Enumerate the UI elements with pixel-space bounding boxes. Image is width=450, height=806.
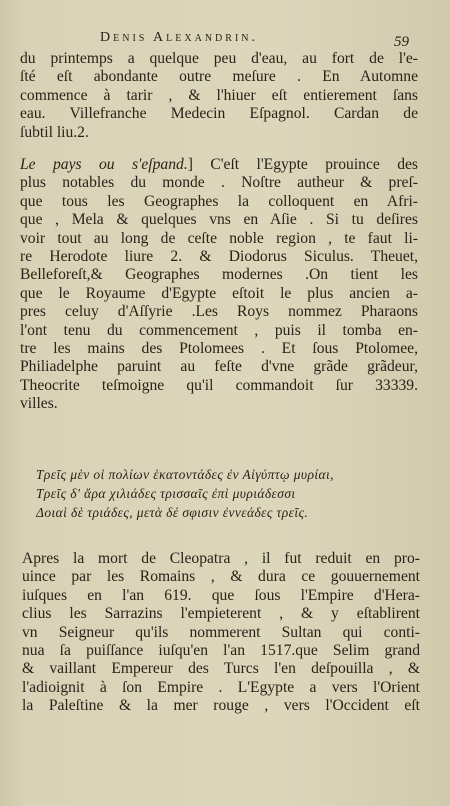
- paragraph-3: [22, 550, 420, 716]
- text-line: uince par les Romains , & dura ce gouuernement: [22, 568, 420, 586]
- text-line: Belleforeſt,& Geographes modernes .On tient les: [20, 266, 418, 284]
- text-line: l'ont tenu du commencement , puis il tomba en-: [20, 321, 418, 339]
- verse-line: Τρεῖς δ' ἄρα χιλιάδες τρισσαῖς ἐπὶ μυριάδεσσι: [36, 486, 296, 501]
- text-line: eau. Villefranche Medecin Eſpagnol. Cardan de: [20, 105, 418, 123]
- text-line: ſubtil liu.2.: [20, 123, 89, 141]
- text-line: la Paleſtine & la mer rouge , vers l'Occident eſt: [22, 697, 420, 715]
- commentary-lemma: Le pays ou s'eſpand.: [20, 156, 188, 173]
- text-line: ſté eſt abondante outre meſure . En Automne: [20, 68, 418, 86]
- text-line: [20, 156, 418, 174]
- text-line: nua ſa puiſſance iuſqu'en l'an 1517.que Selim grand: [22, 641, 420, 659]
- text-line: Theocrite teſmoigne qu'il commandoit ſur 33339.: [20, 376, 418, 394]
- text-line: commence à tarir , & l'hiuer eſt entierement ſans: [20, 86, 418, 104]
- text-line: pres celuy d'Aſſyrie .Les Roys nommez Pharaons: [20, 303, 418, 321]
- verse-line: Τρεῖς μὲν οἱ πολίων ἑκατοντάδες ἐν Αἰγύπτῳ μυρίαι,: [36, 467, 334, 482]
- text-line: iuſques en l'an 619. que ſous l'Empire d'Hera-: [22, 586, 420, 604]
- text-line: que , Mela & quelques vns en Aſie . Si tu deſires: [20, 211, 418, 229]
- running-title: Denis Alexandrin.: [100, 30, 258, 45]
- text-line: vn Seigneur qu'ils nommerent Sultan qui conti-: [22, 623, 420, 641]
- text-line: villes.: [20, 395, 58, 413]
- page-number: 59: [394, 34, 409, 50]
- text-line: & vaillant Empereur des Turcs l'en deſpouilla , &: [22, 660, 420, 678]
- text-line: clius les Sarrazins l'empieterent , & y eſtablirent: [22, 605, 420, 623]
- text-line: l'adioignit à ſon Empire . L'Egypte a vers l'Orient: [22, 678, 420, 696]
- text-line: plus notables du monde . Noſtre autheur & preſ-: [20, 174, 418, 192]
- text-line: voir tout au long de ceſte noble region , te faut li-: [20, 229, 418, 247]
- paragraph-1: [20, 50, 418, 142]
- text-line: Apres la mort de Cleopatra , il fut reduit en pro-: [22, 550, 420, 567]
- text-line: re Herodote liure 2. & Diodorus Siculus. Theuet,: [20, 247, 418, 265]
- text-line: Philiadelphe paruint au feſte d'vne grãde grãdeur,: [20, 358, 418, 376]
- text-line: tre les mains des Ptolomees . Et ſous Ptolomee,: [20, 339, 418, 357]
- paragraph-2: [20, 156, 418, 413]
- text-line: que tous les Geographes la colloquent en Afri-: [20, 192, 418, 210]
- text-line: que le Royaume d'Egypte eſtoit le plus ancien a-: [20, 284, 418, 302]
- text-line: du printemps a quelque peu d'eau, au fort de l'e-: [20, 50, 418, 67]
- lemma-continuation: ] C'eſt l'Egypte prouince des: [187, 156, 418, 173]
- verse-line: Δοιαὶ δὲ τριάδες, μετὰ δέ σφισιν ἐννεάδες τρεῖς.: [36, 505, 309, 520]
- greek-verse: [36, 465, 416, 522]
